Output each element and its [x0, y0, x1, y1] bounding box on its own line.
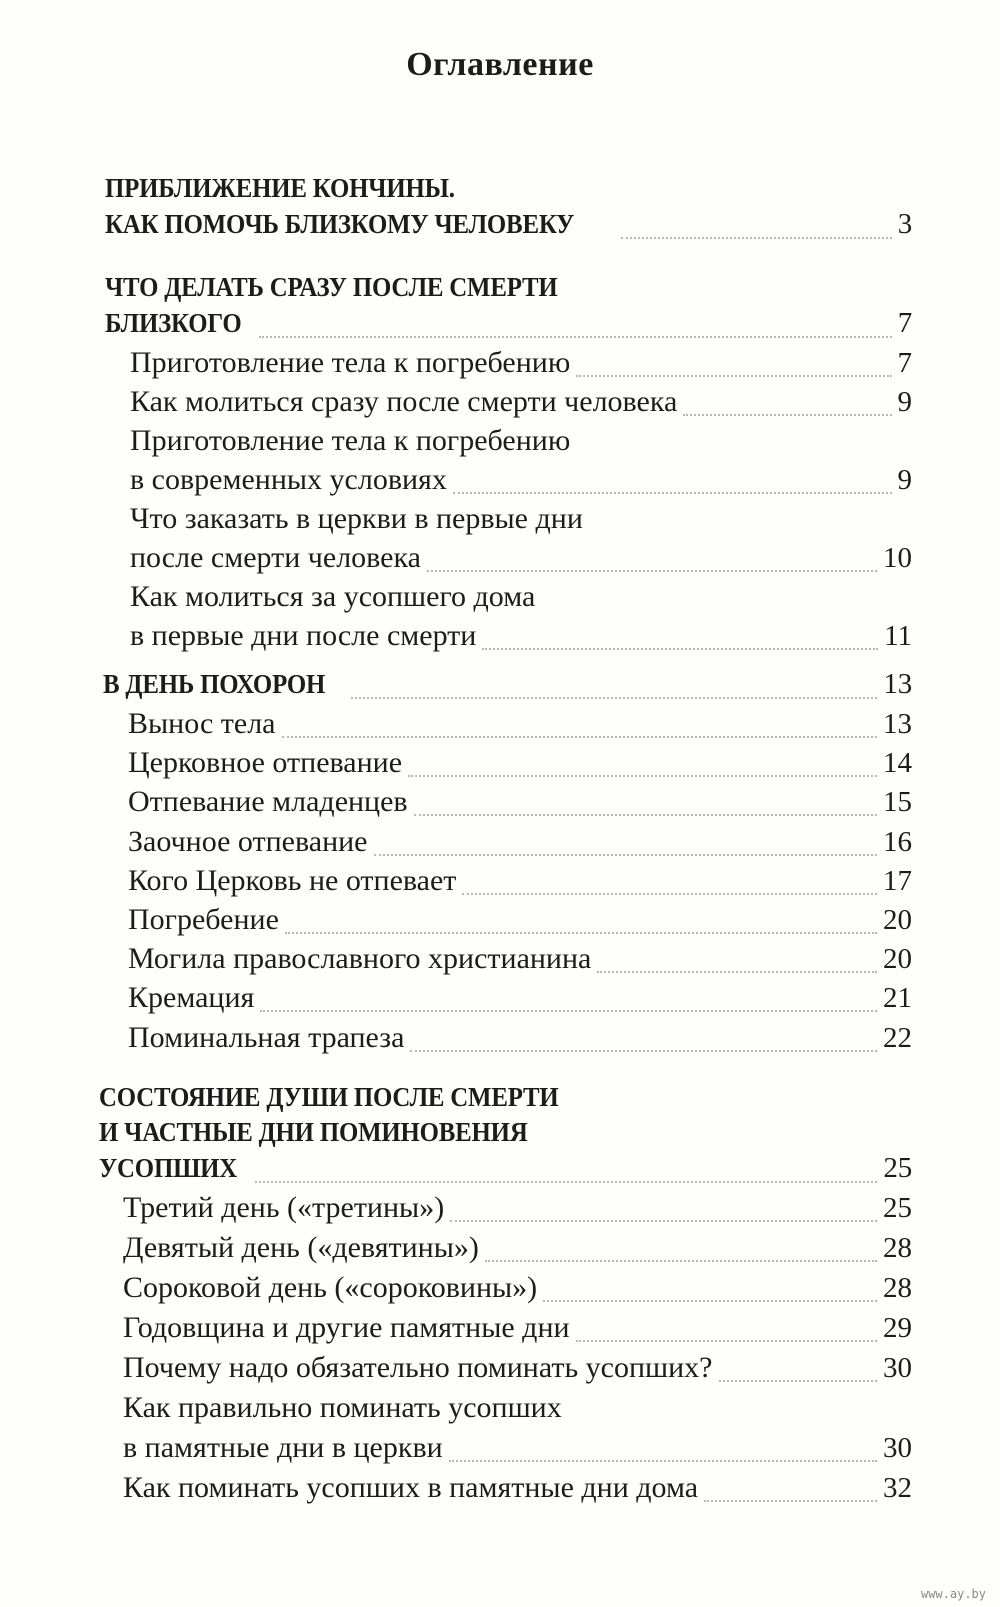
toc-entry-text: Приготовление тела к погребению	[130, 346, 571, 379]
toc-entry[interactable]	[123, 1351, 912, 1391]
dot-leader	[408, 775, 877, 777]
toc-entry[interactable]	[130, 346, 912, 386]
toc-section-title[interactable]	[105, 307, 912, 347]
toc-entry[interactable]	[128, 942, 912, 982]
toc-entry[interactable]	[130, 541, 912, 581]
toc-entry-text: Как правильно поминать усопших	[123, 1391, 562, 1424]
toc-section-title-text: ПРИБЛИЖЕНИЕ КОНЧИНЫ.	[105, 173, 455, 203]
toc-entry-text: Годовщина и другие памятные дни	[123, 1311, 570, 1344]
toc-entry-text: Поминальная трапеза	[128, 1020, 405, 1054]
dot-leader	[410, 1050, 877, 1052]
page-number: 25	[883, 1152, 912, 1184]
toc-section-title-text: УСОПШИХ	[99, 1153, 238, 1183]
toc-entry[interactable]	[130, 619, 912, 659]
page-number: 7	[897, 307, 912, 339]
toc-section-title[interactable]	[105, 173, 485, 213]
toc-entry[interactable]	[130, 385, 912, 425]
page-number: 21	[883, 982, 912, 1015]
toc-entry-text: в первые дни после смерти	[130, 619, 477, 652]
toc-section-title[interactable]	[105, 272, 597, 312]
toc-entry-text: Как молиться сразу после смерти человека	[130, 385, 678, 418]
dot-leader	[621, 237, 892, 239]
dot-leader	[597, 971, 877, 973]
toc-section-title-text: СОСТОЯНИЕ ДУШИ ПОСЛЕ СМЕРТИ	[99, 1082, 559, 1112]
toc-entry-text: Погребение	[128, 903, 279, 936]
page-number: 15	[883, 786, 912, 819]
dot-leader	[374, 854, 878, 856]
toc-entry[interactable]	[128, 864, 912, 904]
toc-entry-text: Девятый день («девятины»)	[123, 1231, 479, 1264]
toc-section-title-text: И ЧАСТНЫЕ ДНИ ПОМИНОВЕНИЯ	[99, 1117, 528, 1147]
toc-entry[interactable]	[128, 707, 912, 747]
dot-leader	[485, 1260, 877, 1262]
page-number: 28	[883, 1272, 912, 1304]
dot-leader	[450, 1220, 877, 1222]
toc-entry[interactable]	[123, 1471, 912, 1511]
page-number: 10	[883, 542, 912, 574]
toc-entry[interactable]	[128, 746, 912, 786]
dot-leader	[453, 492, 892, 494]
toc-entry[interactable]	[123, 1231, 912, 1271]
dot-leader	[462, 893, 877, 895]
page-number: 9	[897, 464, 912, 496]
dot-leader	[285, 932, 877, 934]
toc-entry[interactable]	[130, 463, 912, 503]
page-number: 13	[883, 668, 912, 700]
page-title: Оглавление	[406, 46, 594, 83]
toc-entry-text: Вынос тела	[128, 707, 276, 740]
page-number: 22	[883, 1021, 912, 1054]
toc-entry[interactable]	[128, 981, 912, 1021]
dot-leader	[282, 736, 878, 738]
toc-entry-text: Кого Церковь не отпевает	[128, 863, 457, 897]
page-number: 29	[883, 1312, 912, 1344]
toc-entry[interactable]	[123, 1391, 562, 1431]
dot-leader	[427, 570, 877, 572]
page-number: 3	[897, 208, 912, 240]
dot-leader	[482, 648, 878, 650]
toc-entry[interactable]	[123, 1431, 912, 1471]
page-number: 16	[883, 825, 912, 858]
page-number: 13	[883, 708, 912, 740]
page-number: 28	[883, 1232, 912, 1264]
dot-leader	[449, 1460, 877, 1462]
dot-leader	[255, 1181, 877, 1183]
dot-leader	[259, 336, 891, 338]
toc-entry-text: Как поминать усопших в памятные дни дома	[123, 1471, 699, 1504]
toc-entry[interactable]	[123, 1311, 912, 1351]
toc-section-title[interactable]	[99, 1082, 598, 1122]
toc-section-title-text: В ДЕНЬ ПОХОРОН	[103, 669, 326, 699]
page-number: 11	[884, 620, 912, 652]
dot-leader	[683, 414, 891, 416]
toc-section-title-text: КАК ПОМОЧЬ БЛИЗКОМУ ЧЕЛОВЕКУ	[105, 209, 575, 239]
toc-entry[interactable]	[130, 580, 535, 620]
toc-section-title[interactable]	[105, 208, 912, 248]
watermark: www.ay.by	[920, 1587, 986, 1601]
toc-entry[interactable]	[128, 785, 912, 825]
page-number: 17	[883, 864, 912, 897]
page-number: 9	[897, 386, 912, 418]
toc-entry-text: Заочное отпевание	[128, 824, 368, 858]
toc-section-title[interactable]	[99, 1152, 912, 1192]
toc-entry[interactable]	[123, 1191, 912, 1231]
toc-entry-text: Церковное отпевание	[128, 746, 403, 780]
toc-entry-text: Отпевание младенцев	[128, 785, 408, 819]
toc-entry[interactable]	[123, 1271, 912, 1311]
dot-leader	[414, 814, 877, 816]
toc-section-title-text: БЛИЗКОГО	[105, 308, 242, 338]
page-number: 20	[883, 943, 912, 976]
page-number: 25	[883, 1192, 912, 1224]
toc-entry[interactable]	[128, 1021, 912, 1061]
toc-entry-text: Приготовление тела к погребению	[130, 424, 571, 457]
toc-entry-text: Что заказать в церкви в первые дни	[130, 502, 583, 535]
dot-leader	[351, 697, 878, 699]
page-number: 7	[897, 347, 912, 379]
dot-leader	[719, 1380, 878, 1382]
page-number: 14	[883, 747, 912, 780]
toc-entry[interactable]	[130, 424, 570, 464]
toc-entry-text: после смерти человека	[130, 541, 421, 574]
dot-leader	[543, 1300, 877, 1302]
toc-entry-text: Сороковой день («сороковины»)	[123, 1271, 538, 1304]
toc-entry-text: Как молиться за усопшего дома	[130, 580, 536, 613]
toc-section-title[interactable]	[103, 668, 912, 708]
page-number: 32	[883, 1472, 912, 1504]
toc-entry-text: в памятные дни в церкви	[123, 1431, 443, 1464]
dot-leader	[260, 1010, 877, 1012]
page-number: 20	[883, 904, 912, 936]
toc-entry-text: Могила православного христианина	[128, 942, 592, 976]
dot-leader	[704, 1500, 877, 1502]
page-number: 30	[883, 1432, 912, 1464]
toc-section-title-text: ЧТО ДЕЛАТЬ СРАЗУ ПОСЛЕ СМЕРТИ	[105, 272, 558, 302]
page-number: 30	[883, 1352, 912, 1384]
toc-entry-text: Кремация	[128, 981, 255, 1015]
dot-leader	[576, 1340, 877, 1342]
toc-entry-text: Третий день («третины»)	[123, 1191, 445, 1224]
toc-entry[interactable]	[128, 903, 912, 943]
toc-entry[interactable]	[130, 502, 583, 542]
toc-section-title[interactable]	[99, 1117, 565, 1157]
toc-entry[interactable]	[128, 825, 912, 865]
toc-entry-text: в современных условиях	[130, 463, 447, 496]
toc-entry-text: Почему надо обязательно поминать усопших?	[123, 1351, 713, 1384]
dot-leader	[576, 375, 891, 377]
